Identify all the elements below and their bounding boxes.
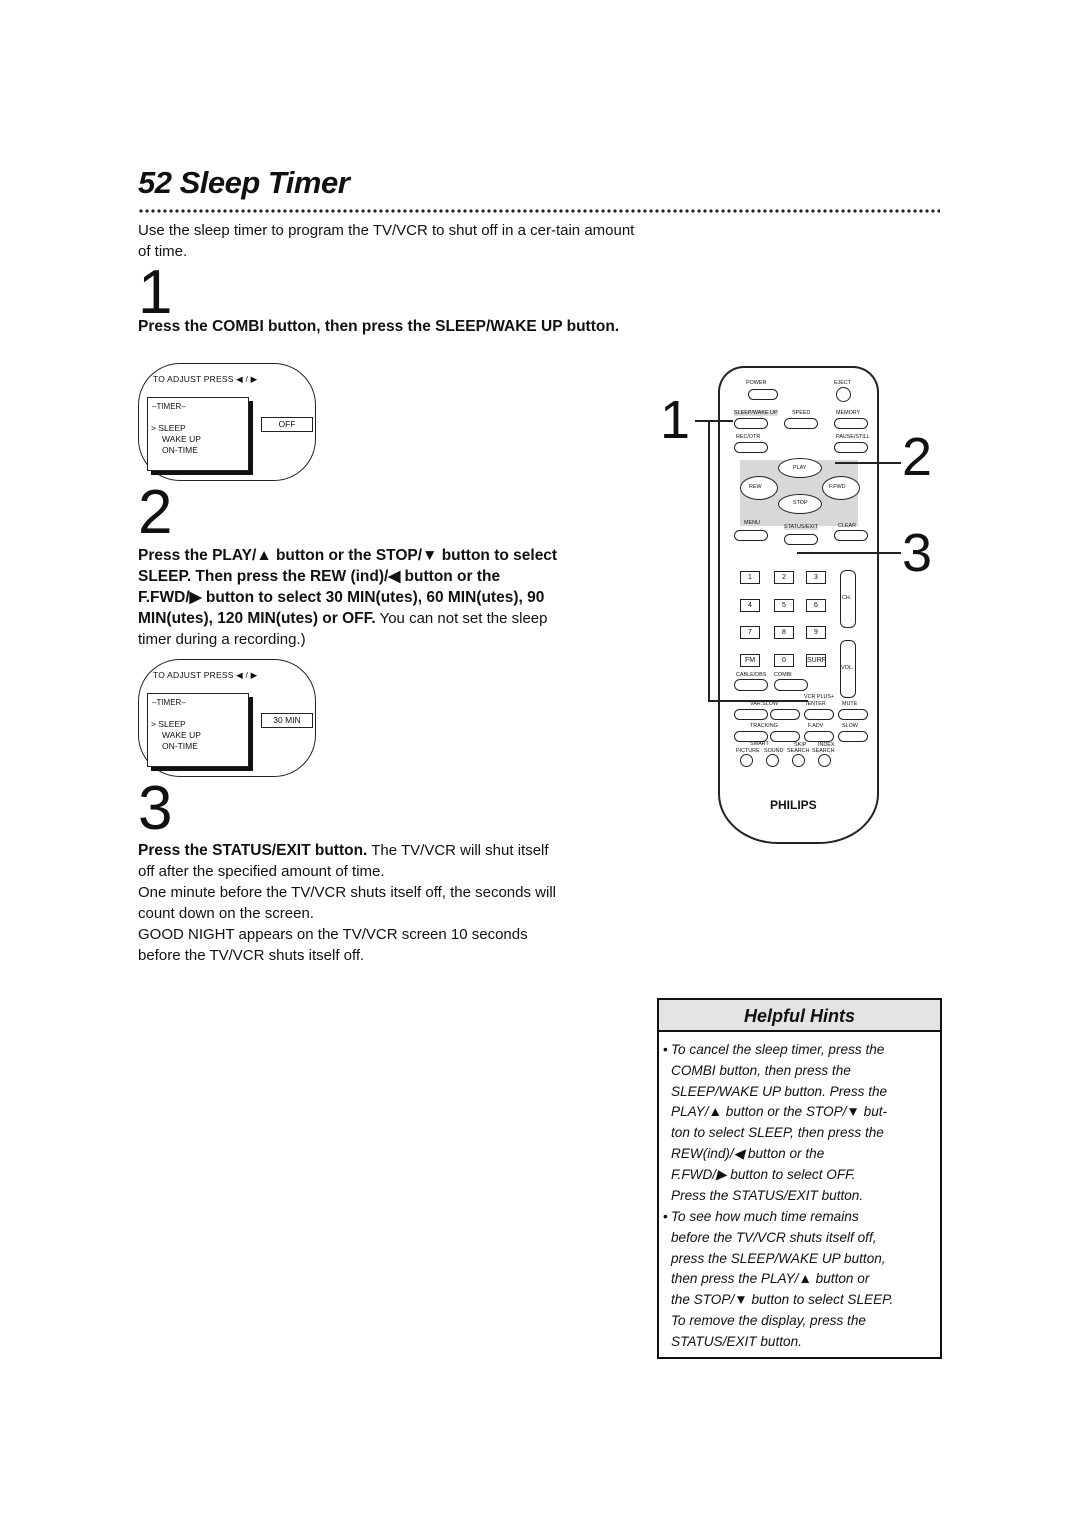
step-3-para-2-line-1: One minute before the TV/VCR shuts itself off, the seconds will <box>138 884 556 901</box>
index-label: INDEX <box>818 742 835 748</box>
hint-1-line: Press the STATUS/EXIT button. <box>671 1187 864 1203</box>
step-1-number: 1 <box>138 258 173 327</box>
rec-button[interactable] <box>734 442 768 453</box>
pause-label: PAUSE/STILL <box>836 434 870 440</box>
hint-1-line: SLEEP/WAKE UP button. Press the <box>671 1083 888 1099</box>
eject-button[interactable] <box>836 387 851 402</box>
callout-3-line <box>797 552 901 554</box>
cable-label: CABLE/DBS <box>736 672 767 678</box>
number-button-9[interactable]: 9 <box>806 626 826 639</box>
combi-label: COMBI <box>774 672 792 678</box>
slow-label: SLOW <box>842 723 858 729</box>
step-2-line-4-bold: MIN(utes), 120 MIN(utes) or OFF. <box>138 610 376 627</box>
hint-1: • To cancel the sleep timer, press the COMBI button, then press the SLEEP/WAKE UP button. Press the PLAY/▲ button or the STOP/▼ but- ton to select SLEEP, then press the REW(ind)/◀ button or the F.FWD/▶ button to select OFF. Press the STATUS/EXIT button. <box>671 1040 929 1206</box>
power-button[interactable] <box>748 389 778 400</box>
mute-label: MUTE <box>842 701 858 707</box>
smart-sound-button[interactable] <box>766 754 779 767</box>
stop-label: STOP <box>793 500 808 506</box>
channel-rocker[interactable] <box>840 570 856 628</box>
play-button[interactable] <box>778 458 822 478</box>
hint-2-line: before the TV/VCR shuts itself off, <box>671 1229 877 1245</box>
clear-label: CLEAR <box>838 523 856 529</box>
hint-1-line: To cancel the sleep timer, press the <box>671 1042 885 1057</box>
speed-label: SPEED <box>792 410 811 416</box>
hint-2-line: press the SLEEP/WAKE UP button, <box>671 1250 886 1266</box>
hint-1-line: F.FWD/▶ button to select OFF. <box>671 1166 856 1182</box>
hint-1-line: COMBI button, then press the <box>671 1062 851 1078</box>
vol-label: VOL. <box>841 665 854 671</box>
menu-button[interactable] <box>734 530 768 541</box>
screen-1-header: TO ADJUST PRESS ◀ / ▶ <box>153 374 258 384</box>
tracking-label: TRACKING <box>750 723 778 729</box>
clear-button[interactable] <box>834 530 868 541</box>
step-3-heading-bold: Press the STATUS/EXIT button. <box>138 842 368 859</box>
index-search-label: SEARCH <box>812 748 835 754</box>
step-3-heading-normal: The TV/VCR will shut itself <box>367 842 549 859</box>
status-exit-button[interactable] <box>784 534 818 545</box>
cable-dbs-button[interactable] <box>734 679 768 691</box>
ch-label: CH. <box>842 595 852 601</box>
number-button-0[interactable]: 0 <box>774 654 794 667</box>
callout-3: 3 <box>902 523 933 583</box>
ffwd-label: F.FWD <box>829 484 846 490</box>
vcrplus-label: VCR PLUS+ <box>804 694 835 700</box>
hint-1-line: ton to select SLEEP, then press the <box>671 1125 884 1141</box>
number-button-4[interactable]: 4 <box>740 599 760 612</box>
step-1-heading: Press the COMBI button, then press the SLEEP/WAKE UP button. <box>138 318 620 335</box>
menu-title: –TIMER– <box>152 402 186 411</box>
sleep-wake-button[interactable] <box>734 418 768 429</box>
ffwd-button[interactable] <box>822 476 860 500</box>
status-label: STATUS/EXIT <box>784 524 818 530</box>
rec-label: REC/OTR <box>736 434 761 440</box>
pause-button[interactable] <box>834 442 868 453</box>
sound-label: SOUND <box>764 748 784 754</box>
speed-button[interactable] <box>784 418 818 429</box>
fadv-label: F.ADV <box>808 723 824 729</box>
menu-item-on-time: ON-TIME <box>162 741 198 751</box>
hint-1-line: PLAY/▲ button or the STOP/▼ but- <box>671 1104 888 1120</box>
eject-label: EJECT <box>834 380 852 386</box>
step-2-line-3: F.FWD/▶ button to select 30 MIN(utes), 60 MIN(utes), 90 <box>138 589 545 606</box>
callout-2-line <box>835 462 901 464</box>
timer-menu-1 <box>147 397 249 471</box>
callout-1-vline <box>708 420 710 700</box>
volume-rocker[interactable] <box>840 640 856 698</box>
hint-2-line: STATUS/EXIT button. <box>671 1333 802 1349</box>
step-3-para-3-line-2: before the TV/VCR shuts itself off. <box>138 947 365 964</box>
number-button-3[interactable]: 3 <box>806 571 826 584</box>
menu-item-wake-up: WAKE UP <box>162 730 201 740</box>
skip-search-button[interactable] <box>792 754 805 767</box>
step-2-number: 2 <box>138 478 173 547</box>
varslow-label: VAR.SLOW <box>750 701 779 707</box>
callout-2: 2 <box>902 427 933 487</box>
surf-button[interactable]: SURF <box>806 654 826 667</box>
hints-title: Helpful Hints <box>659 1000 940 1032</box>
sleep-value: OFF <box>261 417 313 432</box>
power-label: POWER <box>746 380 767 386</box>
skip-search-label: SEARCH <box>787 748 810 754</box>
step-2-line-4 <box>138 608 638 629</box>
hint-2-line: To remove the display, press the <box>671 1312 866 1328</box>
hint-1-line: REW(ind)/◀ button or the <box>671 1145 825 1161</box>
mute-button[interactable] <box>838 709 868 720</box>
step-2-line-5: timer during a recording.) <box>138 631 306 648</box>
enter-label: /ENTER <box>806 701 826 707</box>
menu-label: MENU <box>744 520 760 526</box>
skip-label: SKIP <box>794 742 807 748</box>
fm-button[interactable]: FM <box>740 654 760 667</box>
step-2-line-4-normal: You can not set the sleep <box>375 610 548 627</box>
rew-label: REW <box>749 484 762 490</box>
stop-button[interactable] <box>778 494 822 514</box>
vcrplus-enter-button[interactable] <box>804 709 834 720</box>
dotted-divider <box>138 208 940 214</box>
sleep-wake-label: SLEEP/WAKE UP <box>734 410 778 416</box>
hint-2-line: the STOP/▼ button to select SLEEP. <box>671 1292 894 1308</box>
varslow-up-button[interactable] <box>770 709 800 720</box>
menu-item-wake-up: WAKE UP <box>162 434 201 444</box>
step-3-para-2-line-2: count down on the screen. <box>138 905 314 922</box>
fadv-button[interactable] <box>804 731 834 742</box>
remote-control <box>718 366 879 844</box>
sleep-value: 30 MIN <box>261 713 313 728</box>
hint-2-line: then press the PLAY/▲ button or <box>671 1271 870 1287</box>
number-button-6[interactable]: 6 <box>806 599 826 612</box>
callout-1: 1 <box>660 390 691 450</box>
step-3-line-1 <box>138 840 638 861</box>
step-3-line-2: off after the specified amount of time. <box>138 863 385 880</box>
hint-2: • To see how much time remains before the TV/VCR shuts itself off, press the SLEEP/WAKE UP button, then press the PLAY/▲ button or the STOP/▼ button to select SLEEP. To remove the display, press the STATUS/EXIT button. <box>671 1207 929 1353</box>
number-button-8[interactable]: 8 <box>774 626 794 639</box>
memory-button[interactable] <box>834 418 868 429</box>
smart-label: SMART <box>750 741 769 747</box>
screen-2-header: TO ADJUST PRESS ◀ / ▶ <box>153 670 258 680</box>
varslow-down-button[interactable] <box>734 709 768 720</box>
step-2-line-1: Press the PLAY/▲ button or the STOP/▼ button to select <box>138 547 558 564</box>
slow-button[interactable] <box>838 731 868 742</box>
philips-logo: PHILIPS <box>770 798 817 812</box>
play-label: PLAY <box>793 465 807 471</box>
intro-text: Use the sleep timer to program the TV/VCR to shut off in a cer-tain amount of time. <box>138 222 635 260</box>
menu-item-sleep: > SLEEP <box>151 423 186 433</box>
combi-button[interactable] <box>774 679 808 691</box>
number-button-1[interactable]: 1 <box>740 571 760 584</box>
smart-picture-button[interactable] <box>740 754 753 767</box>
callout-1-hline <box>708 700 808 702</box>
step-2-line-2: SLEEP. Then press the REW (ind)/◀ button or the <box>138 568 501 585</box>
tv-screen-1 <box>138 363 316 481</box>
helpful-hints-box <box>657 998 942 1359</box>
memory-label: MEMORY <box>836 410 861 416</box>
menu-item-on-time: ON-TIME <box>162 445 198 455</box>
menu-item-sleep: > SLEEP <box>151 719 186 729</box>
tv-screen-2 <box>138 659 316 777</box>
menu-title: –TIMER– <box>152 698 186 707</box>
number-button-2[interactable]: 2 <box>774 571 794 584</box>
hint-2-line: To see how much time remains <box>671 1209 859 1224</box>
number-button-5[interactable]: 5 <box>774 599 794 612</box>
timer-menu-2 <box>147 693 249 767</box>
page-title: 52 Sleep Timer <box>138 165 350 200</box>
callout-1-line <box>695 420 733 422</box>
step-3-number: 3 <box>138 774 173 843</box>
index-search-button[interactable] <box>818 754 831 767</box>
number-button-7[interactable]: 7 <box>740 626 760 639</box>
tracking-up-button[interactable] <box>770 731 800 742</box>
step-3-para-3-line-1: GOOD NIGHT appears on the TV/VCR screen 10 seconds <box>138 926 528 943</box>
rew-button[interactable] <box>740 476 778 500</box>
picture-label: PICTURE <box>736 748 760 754</box>
